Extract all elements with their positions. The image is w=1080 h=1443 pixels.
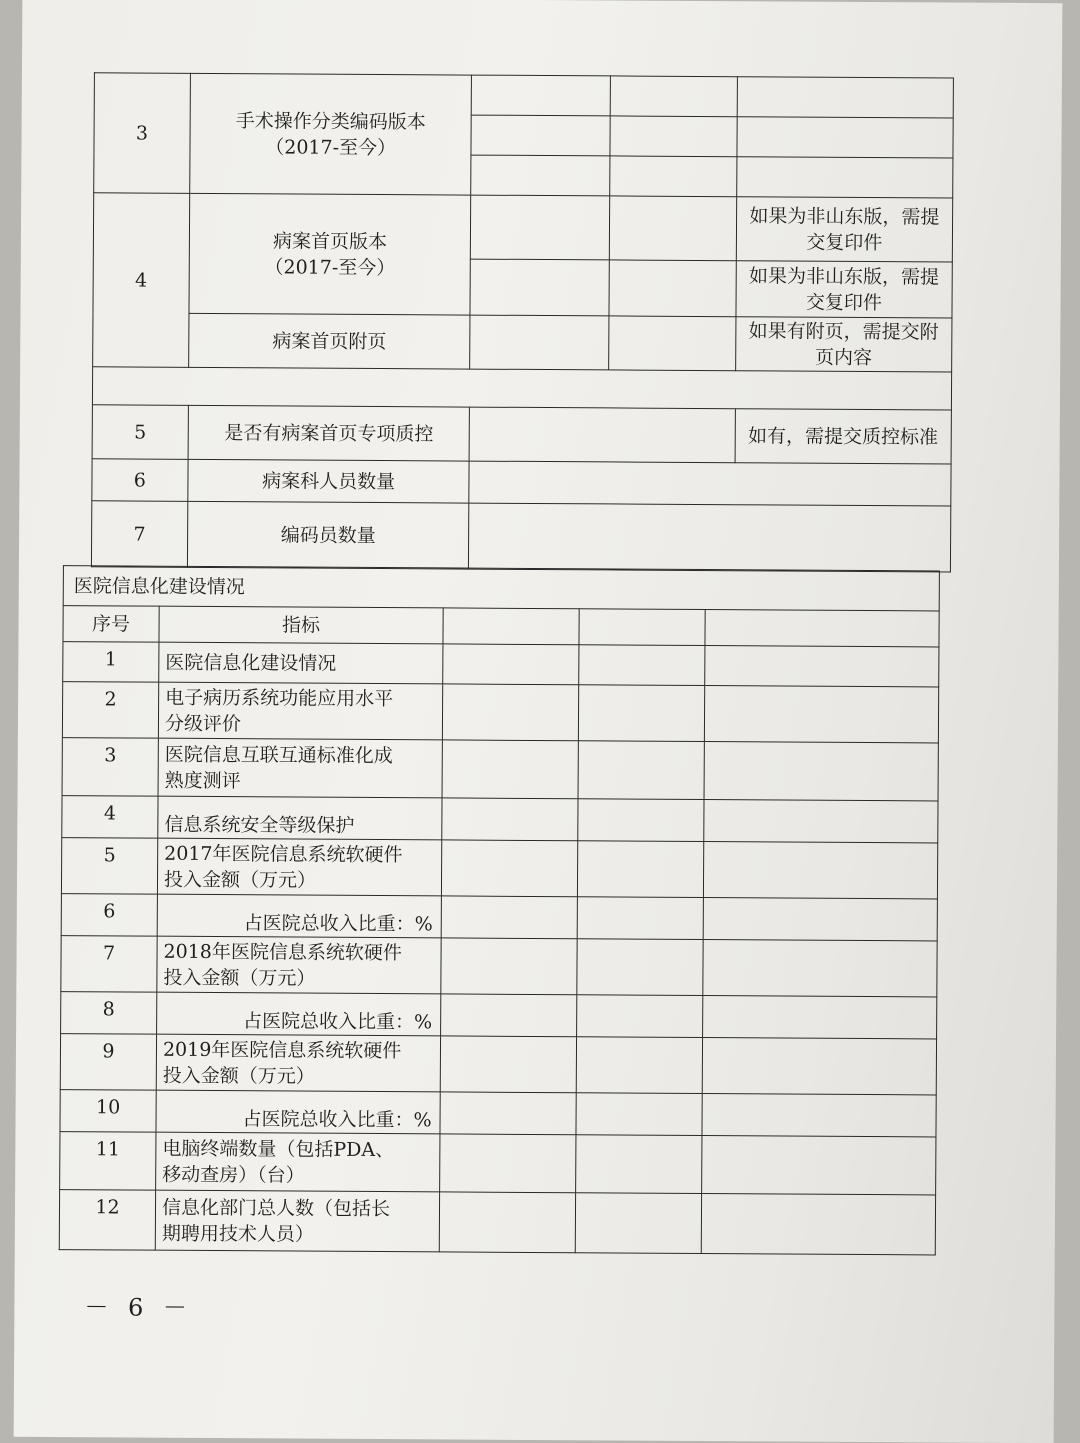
value-cell [470, 259, 609, 316]
value-cell [440, 1134, 576, 1193]
medical-record-table [91, 72, 954, 572]
row-number: 6 [92, 459, 188, 502]
indicator-cell [156, 1034, 440, 1092]
indicator-line: 信息化部门总人数（包括长 [161, 1196, 391, 1220]
indicator-line: 投入金额（万元） [162, 1064, 315, 1088]
indicator-cell: 编码员数量 [187, 501, 469, 569]
value-cell [579, 645, 705, 686]
value-cell [441, 896, 577, 939]
indicator-line: 信息系统安全等级保护 [164, 813, 355, 837]
value-cell [471, 155, 610, 196]
indicator-line: 投入金额（万元） [163, 966, 316, 990]
row-number: 10 [60, 1090, 156, 1133]
value-cell [439, 1192, 575, 1253]
value-cell [702, 1136, 936, 1195]
value-cell [440, 1036, 576, 1093]
value-cell [703, 996, 937, 1039]
remark-cell: 如有，需提交质控标准 [735, 409, 952, 464]
value-cell [577, 995, 703, 1038]
value-cell [469, 503, 951, 572]
indicator-cell: 是否有病案首页专项质控 [188, 405, 470, 461]
row-number: 12 [59, 1190, 155, 1251]
value-cell [609, 316, 736, 371]
value-cell [470, 315, 609, 370]
value-cell [737, 77, 954, 118]
value-cell [471, 195, 610, 260]
value-cell [576, 1037, 702, 1094]
value-cell [610, 156, 737, 197]
indicator-line: 2019年医院信息系统软硬件 [162, 1038, 402, 1062]
row-number: 11 [60, 1132, 156, 1191]
value-cell [441, 994, 577, 1037]
header-cell [579, 609, 705, 646]
value-cell [703, 940, 937, 997]
row-number: 5 [61, 838, 157, 895]
row-number: 1 [63, 642, 159, 683]
indicator-sub: （2017-至今） [265, 135, 397, 159]
value-cell [576, 1093, 702, 1136]
informatization-table [59, 565, 940, 1255]
value-cell [577, 897, 703, 940]
indicator-line: 占医院总收入比重：% [243, 912, 433, 936]
indicator-line: 电脑终端数量（包括PDA、 [162, 1137, 395, 1161]
row-number: 7 [91, 501, 187, 568]
section-title: 医院信息化建设情况 [63, 566, 939, 611]
value-cell [470, 407, 736, 463]
value-cell [578, 741, 704, 800]
indicator-cell [157, 894, 441, 938]
value-cell [441, 840, 577, 897]
document-page [14, 0, 1063, 1443]
row-number: 6 [61, 894, 157, 937]
indicator-line: 期聘用技术人员） [161, 1222, 314, 1246]
indicator-cell [157, 936, 441, 994]
value-cell [440, 1092, 576, 1135]
indicator-label: 病案首页版本 [273, 229, 388, 253]
row-number: 2 [62, 682, 158, 739]
header-no: 序号 [63, 606, 159, 643]
value-cell [471, 115, 610, 156]
value-cell [443, 644, 579, 685]
value-cell [610, 116, 737, 157]
remark-cell: 如果为非山东版，需提交复印件 [736, 197, 953, 262]
value-cell [703, 898, 937, 941]
value-cell [441, 938, 577, 995]
indicator-cell: 病案首页附页 [189, 313, 471, 369]
value-cell [577, 939, 703, 996]
header-cell [443, 608, 579, 645]
value-cell [705, 646, 939, 687]
indicator-line: 电子病历系统功能应用水平 [165, 686, 394, 710]
indicator-label: 手术操作分类编码版本 [235, 109, 426, 133]
indicator-line: 医院信息化建设情况 [165, 651, 337, 675]
value-cell [577, 841, 703, 898]
indicator-cell: 病案科人员数量 [188, 459, 470, 503]
indicator-cell [156, 1132, 440, 1192]
header-cell [705, 610, 939, 647]
indicator-line: 投入金额（万元） [163, 868, 317, 892]
value-cell [442, 684, 578, 741]
spacer-row [92, 367, 951, 410]
indicator-cell [157, 838, 441, 896]
row-number: 8 [61, 992, 157, 1035]
indicator-cell [157, 992, 441, 1036]
indicator-sub: （2017-至今） [264, 255, 396, 279]
remark-cell: 如果有附页，需提交附页内容 [735, 317, 952, 372]
indicator-cell [158, 796, 442, 840]
value-cell [609, 196, 736, 261]
value-cell [736, 157, 953, 198]
indicator-line: 医院信息互联互通标准化成 [164, 743, 393, 767]
value-cell [702, 1038, 936, 1095]
row-number: 4 [62, 796, 158, 839]
indicator-cell [159, 642, 443, 684]
indicator-cell [155, 1190, 439, 1252]
value-cell [472, 75, 611, 116]
indicator-line: 移动查房）（台） [162, 1163, 305, 1187]
row-number: 3 [62, 738, 158, 797]
value-cell [578, 799, 704, 842]
indicator-cell [158, 738, 442, 798]
value-cell [610, 76, 737, 117]
value-cell [442, 740, 578, 799]
indicator-line: 占医院总收入比重：% [243, 1010, 433, 1034]
row-number: 9 [60, 1034, 156, 1091]
indicator-line: 占医院总收入比重：% [242, 1108, 432, 1132]
row-number: 7 [61, 936, 157, 993]
header-indicator: 指标 [159, 606, 443, 644]
value-cell [469, 461, 951, 506]
indicator-line: 2018年医院信息系统软硬件 [163, 940, 403, 964]
indicator-line: 2017年医院信息系统软硬件 [164, 842, 403, 866]
row-number: 4 [93, 193, 190, 368]
value-cell [609, 260, 736, 317]
indicator-cell [156, 1090, 440, 1134]
row-number: 3 [94, 73, 191, 194]
value-cell [702, 1094, 936, 1137]
value-cell [704, 800, 938, 843]
page-number: － 6 － [84, 1293, 194, 1322]
indicator-line: 分级评价 [164, 712, 242, 735]
value-cell [578, 685, 704, 742]
value-cell [704, 686, 938, 743]
row-number: 5 [92, 405, 188, 460]
remark-cell: 如果为非山东版，需提交复印件 [736, 261, 953, 318]
value-cell [703, 842, 937, 899]
indicator-line: 熟度测评 [164, 769, 241, 792]
value-cell [442, 798, 578, 841]
indicator-cell [158, 682, 442, 740]
value-cell [701, 1194, 935, 1255]
value-cell [704, 742, 938, 801]
value-cell [737, 117, 954, 158]
value-cell [576, 1135, 702, 1194]
value-cell [575, 1193, 701, 1254]
indicator-cell [190, 73, 472, 195]
indicator-cell [189, 193, 471, 315]
